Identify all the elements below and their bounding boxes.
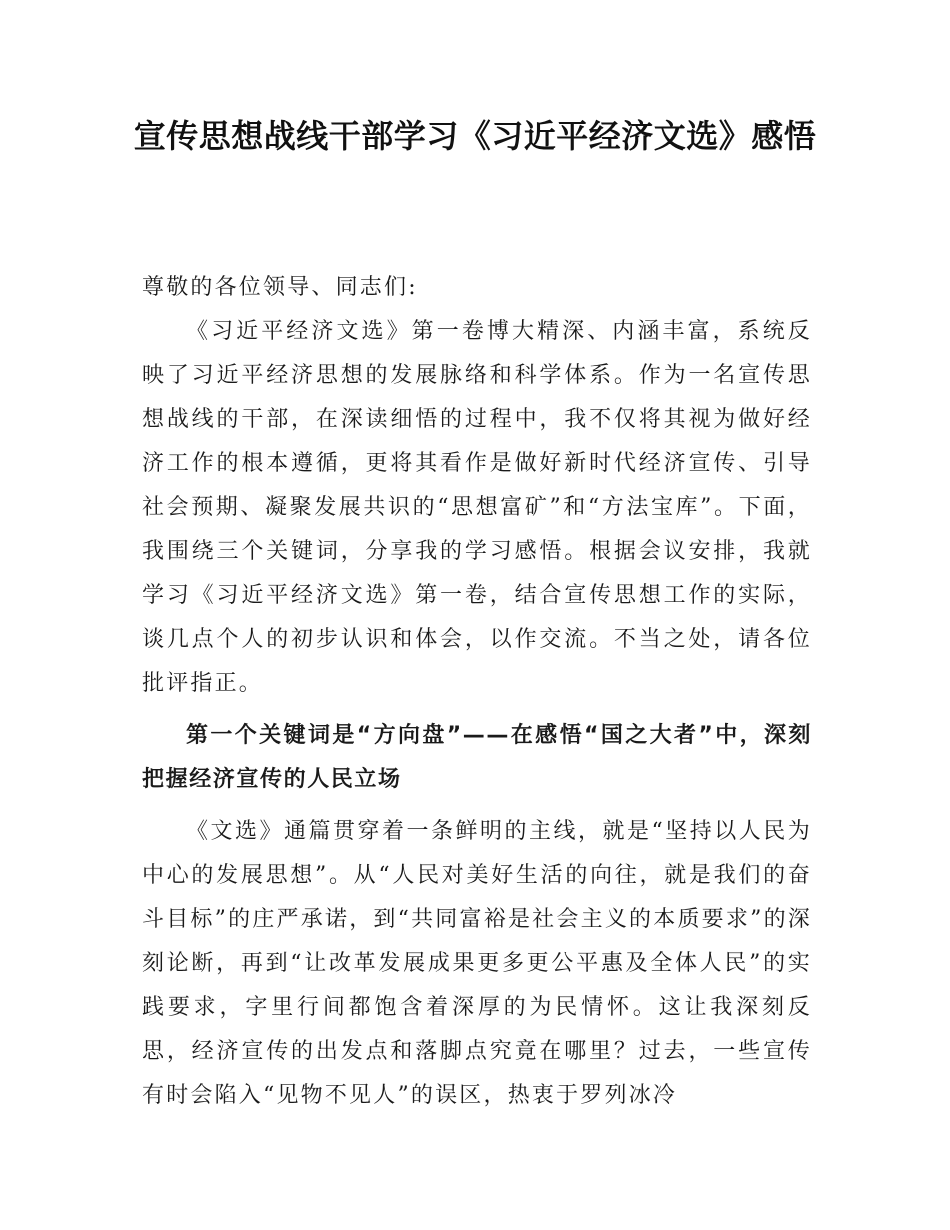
section-paragraph: 《文选》通篇贯穿着一条鲜明的主线，就是“坚持以人民为中心的发展思想”。从“人民对美好生活的向往，就是我们的奋斗目标”的庄严承诺，到“共同富裕是社会主义的本质要求”的深刻论断，再到“让改革发展成果更多更公平惠及全体人民”的实践要求，字里行间都饱含着深厚的为民情怀。这让我深刻反思，经济宣传的出发点和落脚点究竟在哪里？过去，一些宣传有时会陷入“见物不见人”的误区，热衷于罗列冰冷 <box>142 819 812 1108</box>
salutation: 尊敬的各位领导、同志们: <box>142 275 418 300</box>
intro-paragraph: 《习近平经济文选》第一卷博大精深、内涵丰富，系统反映了习近平经济思想的发展脉络和科学体系。作为一名宣传思想战线的干部，在深读细悟的过程中，我不仅将其视为做好经济工作的根本遵循，更将其看作是做好新时代经济宣传、引导社会预期、凝聚发展共识的“思想富矿”和“方法宝库”。下面，我围绕三个关键词，分享我的学习感悟。根据会议安排，我就学习《习近平经济文选》第一卷，结合宣传思想工作的实际，谈几点个人的初步认识和体会，以作交流。不当之处，请各位批评指正。 <box>142 319 812 696</box>
section-heading: 第一个关键词是“方向盘”——在感悟“国之大者”中，深刻把握经济宣传的人民立场 <box>142 723 812 792</box>
document-title: 宣传思想战线干部学习《习近平经济文选》感悟 <box>133 117 817 155</box>
document-body <box>142 266 812 1118</box>
